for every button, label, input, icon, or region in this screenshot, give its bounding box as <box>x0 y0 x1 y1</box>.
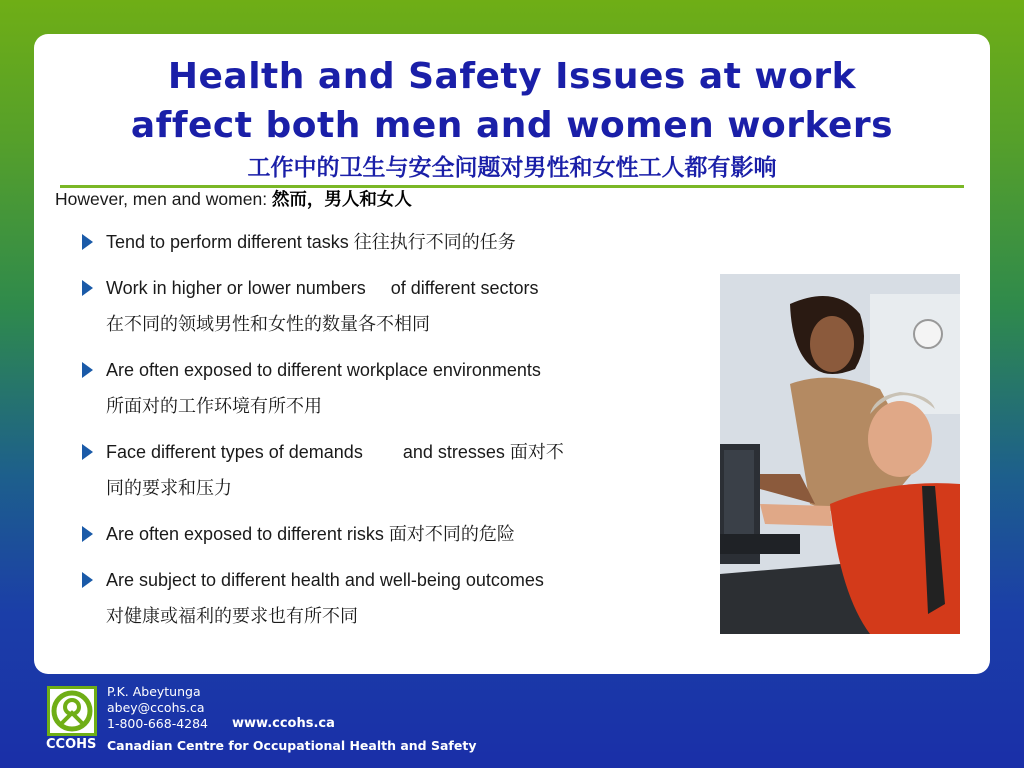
bullet-line-1: Tend to perform different tasks 往往执行不同的任务 <box>106 232 516 252</box>
bullet-item <box>78 516 658 552</box>
bullet-arrow-icon <box>82 362 93 378</box>
slide-title <box>34 52 990 150</box>
organization-name: Canadian Centre for Occupational Health and Safety <box>107 738 477 753</box>
intro-text <box>55 186 412 211</box>
title-line-2: affect both men and women workers <box>130 105 894 146</box>
bullet-item <box>78 562 658 634</box>
title-line-1: Health and Safety Issues at work <box>167 56 857 97</box>
slide-card <box>34 34 990 674</box>
bullet-arrow-icon <box>82 572 93 588</box>
contact-info <box>107 684 208 732</box>
bullet-line-2: 在不同的领域男性和女性的数量各不相同 <box>106 314 430 334</box>
photo-illustration <box>720 274 960 634</box>
contact-name: P.K. Abeytunga <box>107 684 201 699</box>
bullet-line-1: Are often exposed to different risks 面对不同的危险 <box>106 524 515 544</box>
contact-phone: 1-800-668-4284 <box>107 716 209 731</box>
bullet-item <box>78 224 658 260</box>
ccohs-logo-icon <box>47 686 97 736</box>
bullet-arrow-icon <box>82 234 93 250</box>
intro-english: However, men and women: <box>55 189 272 209</box>
slide-title-chinese: 工作中的卫生与安全问题对男性和女性工人都有影响 <box>247 155 777 181</box>
bullet-item <box>78 434 658 506</box>
bullet-item <box>78 270 658 342</box>
bullet-line-1: Face different types of demands and stresses 面对不 <box>106 442 564 462</box>
website-link[interactable]: www.ccohs.ca <box>232 716 335 731</box>
bullet-arrow-icon <box>82 280 93 296</box>
bullet-arrow-icon <box>82 526 93 542</box>
bullet-line-2: 同的要求和压力 <box>106 478 232 498</box>
bullet-line-1: Work in higher or lower numbers of different sectors <box>106 278 539 298</box>
intro-chinese: 然而，男人和女人 <box>271 189 412 209</box>
bullet-line-1: Are often exposed to different workplace environments <box>106 360 541 380</box>
office-workers-photo <box>720 274 960 634</box>
bullet-line-2: 对健康或福利的要求也有所不同 <box>106 606 358 626</box>
bullet-line-2: 所面对的工作环境有所不用 <box>106 396 322 416</box>
logo-text: CCOHS <box>46 737 97 752</box>
bullet-line-1: Are subject to different health and well-being outcomes <box>106 570 544 590</box>
contact-email[interactable]: abey@ccohs.ca <box>107 700 205 715</box>
bullet-item <box>78 352 658 424</box>
footer <box>0 676 1024 768</box>
bullet-list <box>78 224 658 634</box>
bullet-arrow-icon <box>82 444 93 460</box>
